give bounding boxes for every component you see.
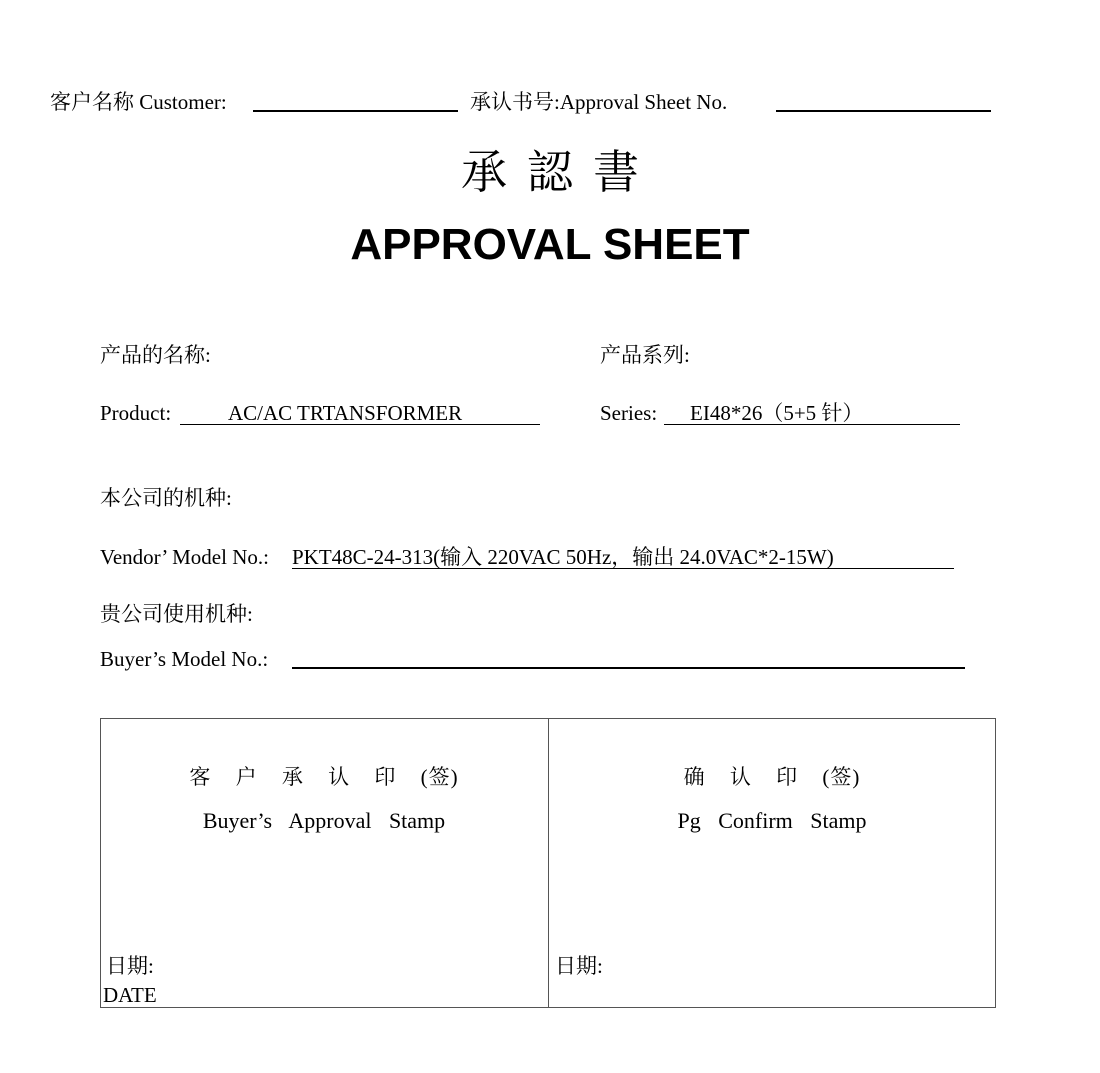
buyer-stamp-cn-title: 客 户 承 认 印 (签) xyxy=(189,765,459,789)
approval-sheet-no-label: 承认书号:Approval Sheet No. xyxy=(470,90,728,114)
series-en-label: Series: xyxy=(600,401,658,425)
stamp-divider xyxy=(548,718,549,1008)
buyer-model-field[interactable] xyxy=(292,667,965,669)
buyer-stamp-en-title: Buyer’s Approval Stamp xyxy=(202,808,446,833)
product-underline xyxy=(180,424,540,425)
customer-field[interactable] xyxy=(253,110,458,112)
buyer-model-en-label: Buyer’s Model No.: xyxy=(100,647,269,671)
vendor-stamp-cn-title: 确 认 印 (签) xyxy=(683,765,861,789)
vendor-model-cn-label: 本公司的机种: xyxy=(100,486,232,510)
customer-label: 客户名称 Customer: xyxy=(50,90,227,114)
product-cn-label: 产品的名称: xyxy=(100,343,211,367)
product-value: AC/AC TRTANSFORMER xyxy=(228,401,463,425)
product-en-label: Product: xyxy=(100,401,172,425)
vendor-model-value: PKT48C-24-313(输入 220VAC 50Hz，输出 24.0VAC*2-15W) xyxy=(292,545,834,569)
vendor-model-underline xyxy=(292,568,954,569)
buyer-date-cn-label: 日期: xyxy=(106,954,154,978)
title-english: APPROVAL SHEET xyxy=(350,220,750,269)
buyer-model-cn-label: 贵公司使用机种: xyxy=(100,602,253,626)
vendor-stamp-en-title: Pg Confirm Stamp xyxy=(677,808,867,833)
title-chinese: 承認書 xyxy=(461,145,659,199)
approval-sheet-no-field[interactable] xyxy=(776,110,991,112)
vendor-date-cn-label: 日期: xyxy=(555,954,603,978)
series-cn-label: 产品系列: xyxy=(600,343,690,367)
vendor-model-en-label: Vendor’ Model No.: xyxy=(100,545,269,569)
series-value: EI48*26（5+5 针） xyxy=(690,401,864,425)
series-underline xyxy=(664,424,960,425)
buyer-date-en-label: DATE xyxy=(103,983,157,1007)
